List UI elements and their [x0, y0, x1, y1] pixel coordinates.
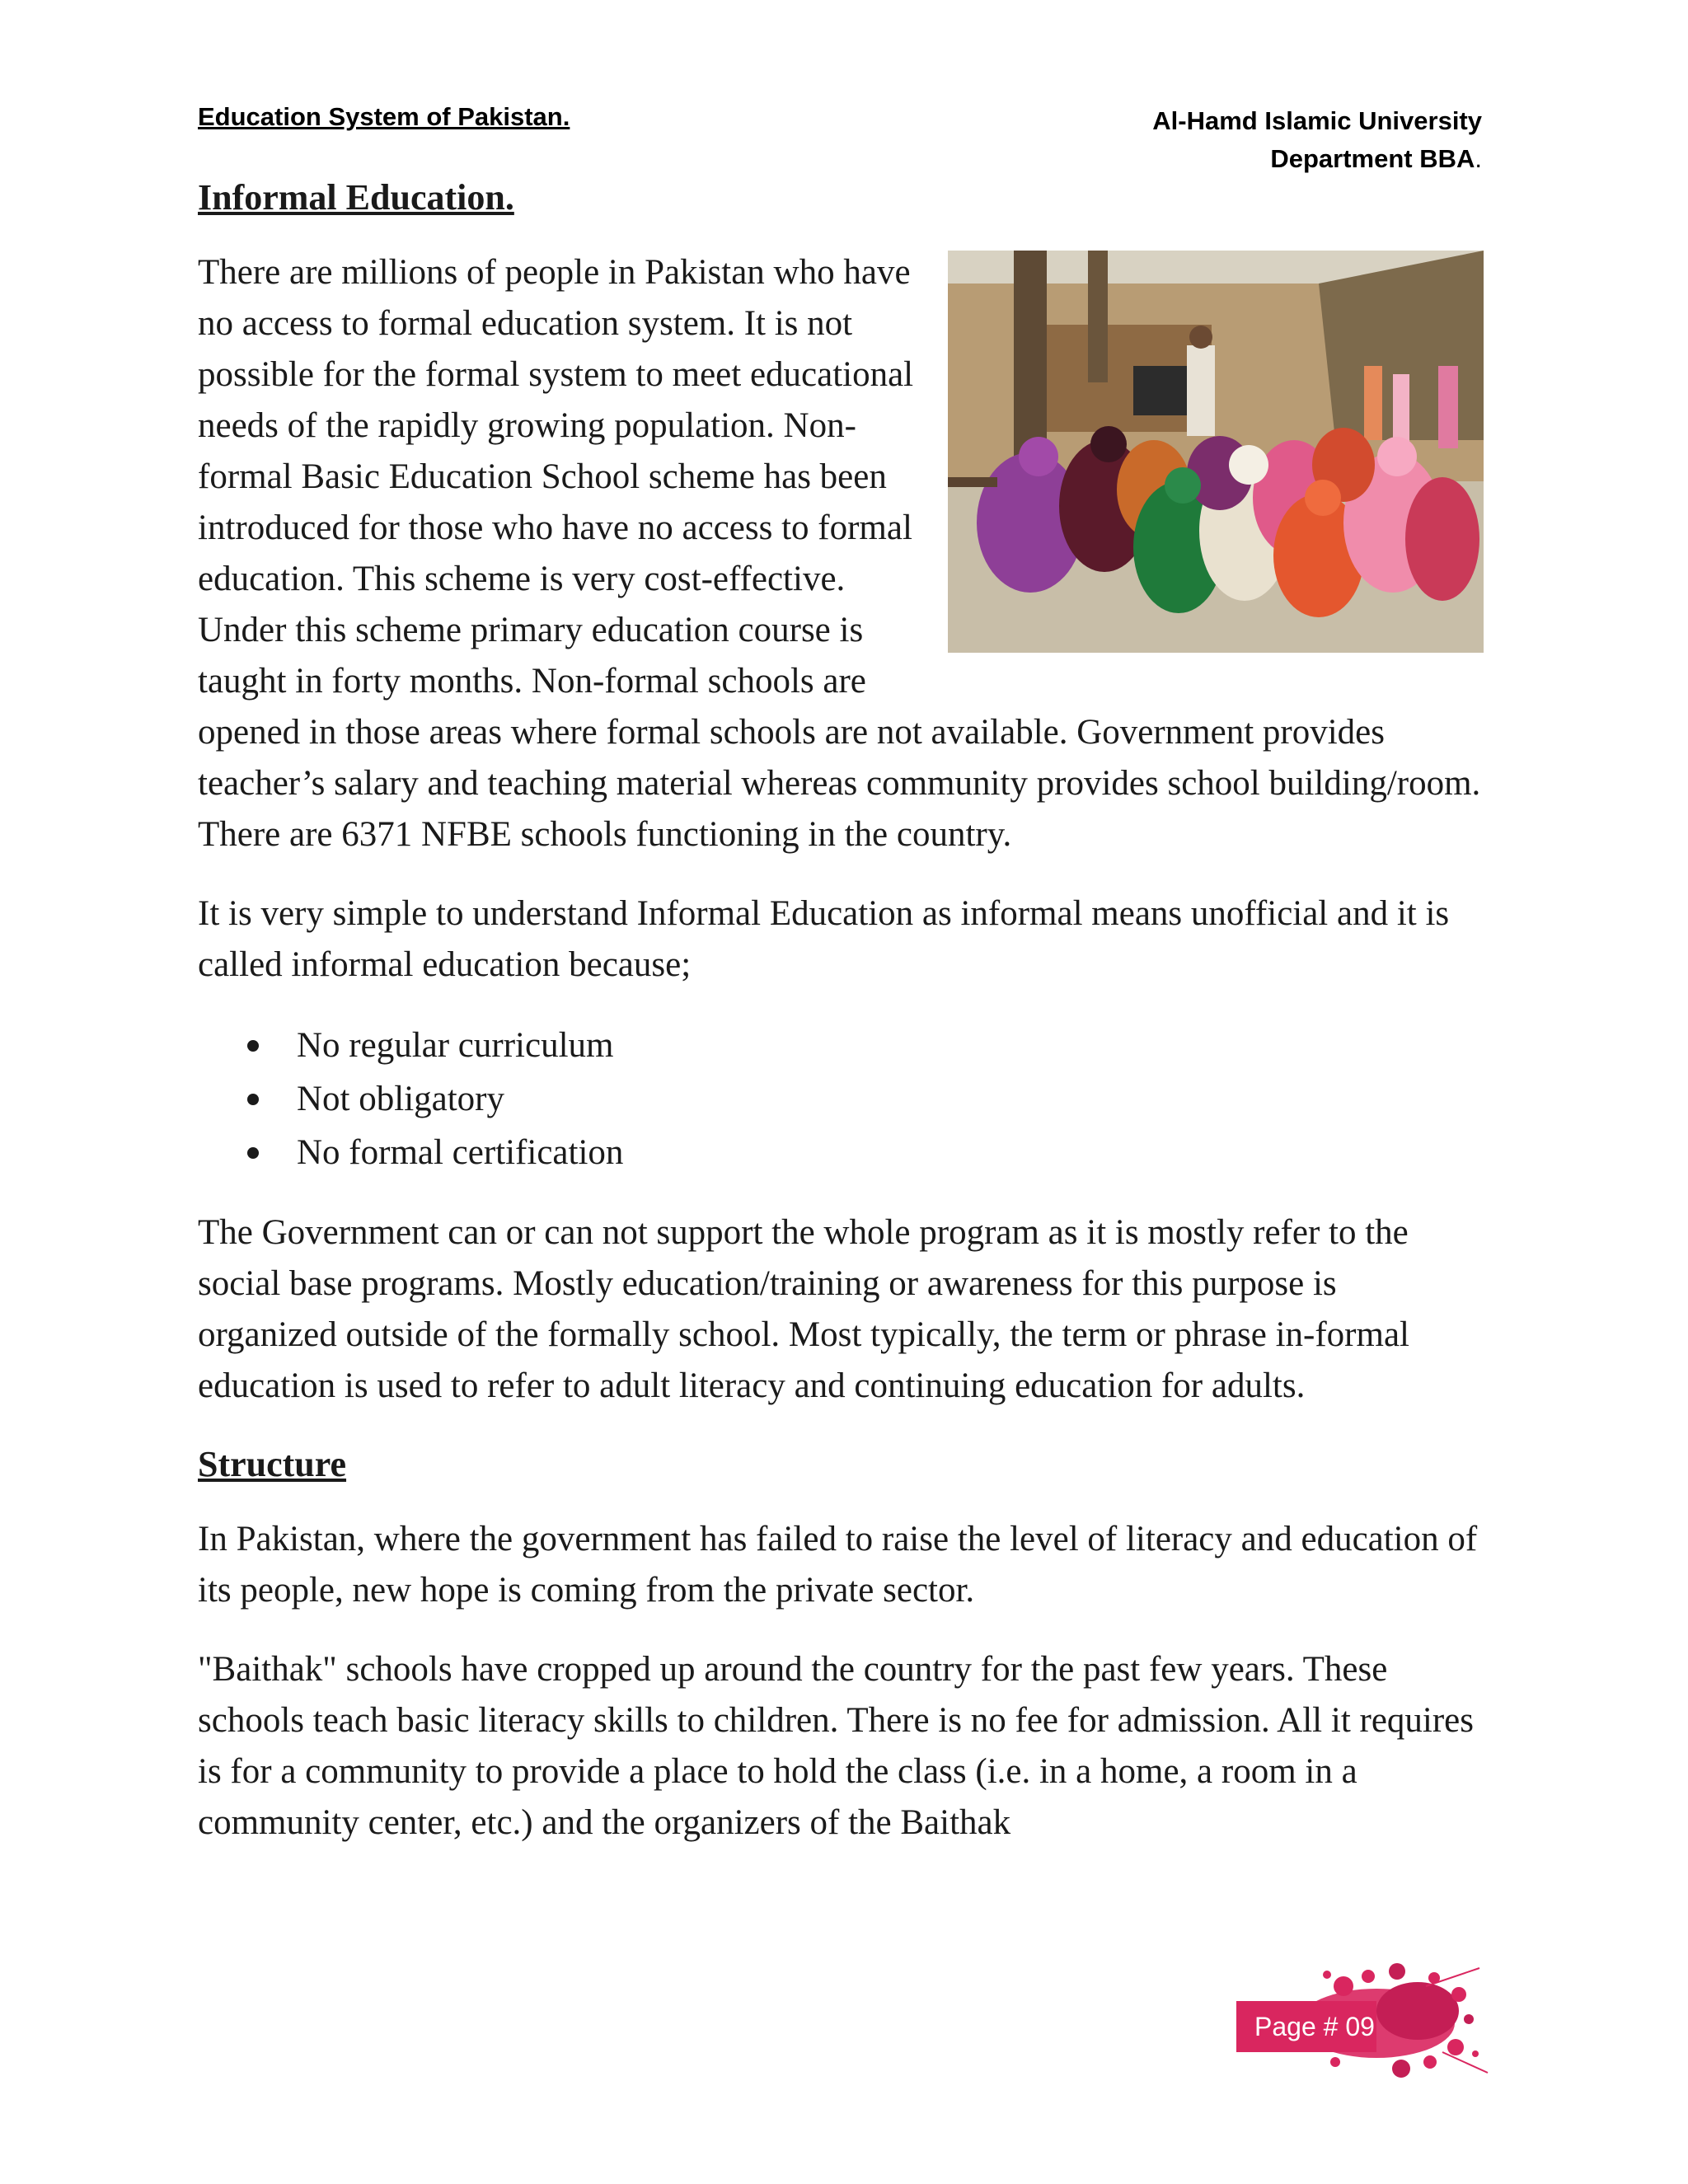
classroom-photo	[948, 251, 1484, 653]
page-content	[198, 173, 1484, 1877]
document-header-institution	[1152, 102, 1482, 178]
list-item	[198, 1072, 1484, 1126]
informal-education-paragraph-1: There are millions of people in Pakistan who have no access to formal education system. It is not possible for the formal system to meet educational needs of the rapidly growing population. Non-formal Basic Education School scheme has been introduced for those who have no access to formal education. This scheme is very cost-effective. Under this scheme primary education course is taught in forty months. Non-formal schools are opened in those areas where formal schools are not available. Government provides teacher’s salary and teaching material whereas community provides school building/room. There are 6371 NFBE schools functioning in the country.	[198, 253, 1481, 854]
list-item-text: No formal certification	[297, 1133, 624, 1172]
bullet-icon	[247, 1094, 259, 1105]
list-item-text: Not obligatory	[297, 1080, 504, 1118]
informal-education-paragraph-3: The Government can or can not support the whole program as it is mostly refer to the social base programs. Mostly education/training or awareness for this purpose is organized outside of the formally school. Most typically, the term or phrase in-formal education is used to refer to adult literacy and continuing education for adults.	[198, 1213, 1409, 1405]
section-heading-informal-education: Informal Education.	[198, 177, 514, 218]
bullet-icon	[247, 1040, 259, 1052]
list-item	[198, 1019, 1484, 1072]
document-header-title: Education System of Pakistan.	[198, 102, 570, 131]
institution-name: Al-Hamd Islamic University	[1152, 106, 1482, 135]
outdoor-class-illustration	[948, 251, 1484, 653]
structure-paragraph-2: "Baithak" schools have cropped up around the country for the past few years. These schools teach basic literacy skills to children. There is no fee for admission. All it requires is for a community to provide a place to hold the class (i.e. in a home, a room in a community center, etc.) and the organizers of the Baithak	[198, 1650, 1474, 1842]
informal-education-characteristics-list	[198, 1019, 1484, 1179]
bullet-icon	[247, 1147, 259, 1159]
list-item	[198, 1126, 1484, 1179]
list-item-text: No regular curriculum	[297, 1026, 614, 1065]
page-number-badge: Page # 09	[1236, 2001, 1376, 2052]
structure-paragraph-1: In Pakistan, where the government has failed to raise the level of literacy and education of its people, new hope is coming from the private sector.	[198, 1520, 1478, 1610]
section-heading-structure: Structure	[198, 1444, 347, 1484]
informal-education-paragraph-2: It is very simple to understand Informal Education as informal means unofficial and it is called informal education because;	[198, 894, 1450, 984]
department-name: Department BBA	[1270, 144, 1475, 173]
department-dot: .	[1475, 144, 1482, 173]
